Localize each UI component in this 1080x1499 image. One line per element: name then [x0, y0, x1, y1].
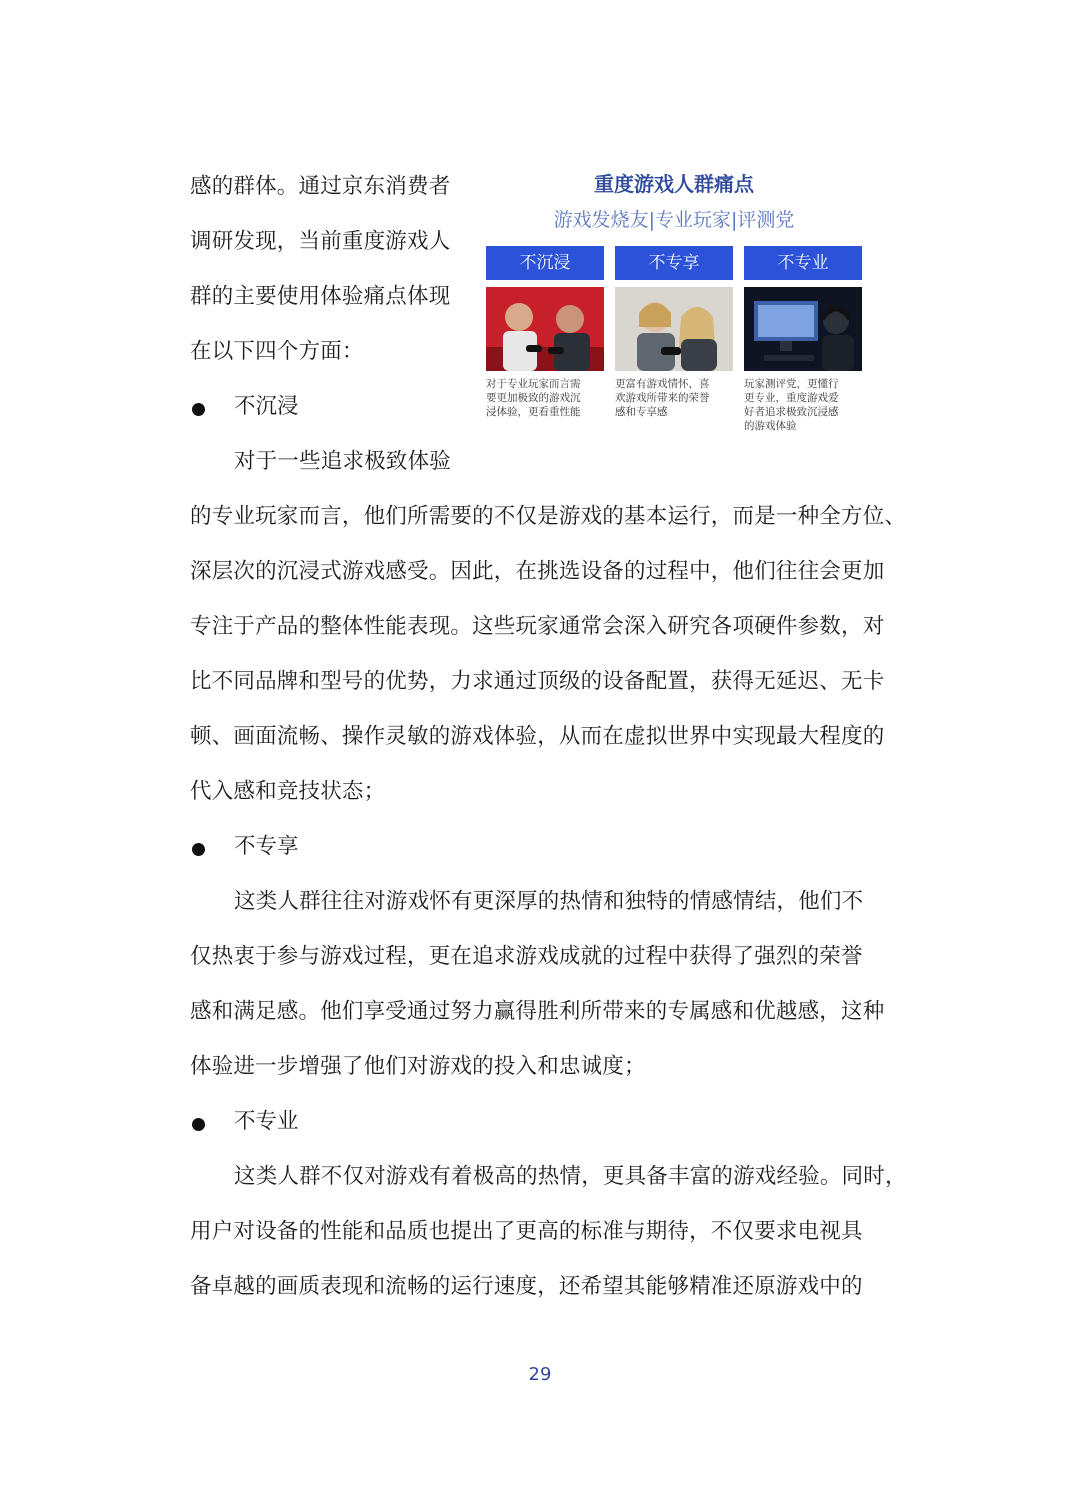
figure-subtitle: 游戏发烧友|专业玩家|评测党 [553, 209, 795, 231]
paragraph-line: 感和满足感。他们享受通过努力赢得胜利所带来的专属感和优越感，这种 [190, 999, 885, 1024]
column-caption: 对于专业玩家而言需 要更加极致的游戏沉 浸体验，更看重性能 [486, 378, 581, 418]
page-number: 29 [528, 1364, 552, 1385]
figure-column-exclusive [615, 246, 733, 419]
gamer-at-monitor-photo [744, 287, 862, 371]
paragraph-line: 对于一些追求极致体验 [234, 449, 452, 474]
column-heading: 不沉浸 [486, 246, 604, 280]
column-heading: 不专业 [744, 246, 862, 280]
paragraph-line: 专注于产品的整体性能表现。这些玩家通常会深入研究各项硬件参数，对 [190, 614, 885, 639]
intro-line: 调研发现，当前重度游戏人 [190, 229, 451, 254]
intro-line: 在以下四个方面： [190, 339, 364, 364]
paragraph-line: 这类人群不仅对游戏有着极高的热情，更具备丰富的游戏经验。同时， [234, 1164, 907, 1189]
pain-points-figure [484, 160, 864, 445]
column-heading: 不专享 [615, 246, 733, 280]
paragraph-line: 这类人群往往对游戏怀有更深厚的热情和独特的情感情结，他们不 [234, 889, 864, 914]
gamers-photo [615, 287, 733, 371]
column-caption: 玩家测评党，更懂行 更专业，重度游戏爱 好者追求极致沉浸感 的游戏体验 [744, 378, 839, 432]
paragraph-line: 的专业玩家而言，他们所需要的不仅是游戏的基本运行，而是一种全方位、 [190, 504, 907, 529]
section-heading: 不沉浸 [234, 394, 299, 419]
figure-title: 重度游戏人群痛点 [594, 172, 754, 196]
column-caption: 更富有游戏情怀，喜 欢游戏所带来的荣誉 感和专享感 [615, 378, 710, 418]
paragraph-line: 用户对设备的性能和品质也提出了更高的标准与期待，不仅要求电视具 [190, 1219, 863, 1244]
bullet-icon [192, 1118, 205, 1131]
section-heading: 不专业 [234, 1109, 299, 1134]
intro-line: 群的主要使用体验痛点体现 [190, 284, 451, 309]
section-heading: 不专享 [234, 834, 299, 859]
paragraph-line: 代入感和竞技状态； [190, 779, 386, 804]
bullet-icon [192, 403, 205, 416]
figure-column-professional [744, 246, 862, 433]
intro-line: 感的群体。通过京东消费者 [190, 174, 451, 199]
gamers-photo [486, 287, 604, 371]
paragraph-line: 体验进一步增强了他们对游戏的投入和忠诚度； [190, 1054, 646, 1079]
paragraph-line: 备卓越的画质表现和流畅的运行速度，还希望其能够精准还原游戏中的 [190, 1274, 863, 1299]
paragraph-line: 仅热衷于参与游戏过程，更在追求游戏成就的过程中获得了强烈的荣誉 [190, 944, 863, 969]
paragraph-line: 深层次的沉浸式游戏感受。因此，在挑选设备的过程中，他们往往会更加 [190, 559, 885, 584]
bullet-icon [192, 843, 205, 856]
paragraph-line: 顿、画面流畅、操作灵敏的游戏体验，从而在虚拟世界中实现最大程度的 [190, 724, 885, 749]
paragraph-line: 比不同品牌和型号的优势，力求通过顶级的设备配置，获得无延迟、无卡 [190, 669, 885, 694]
figure-column-immersive [486, 246, 604, 419]
